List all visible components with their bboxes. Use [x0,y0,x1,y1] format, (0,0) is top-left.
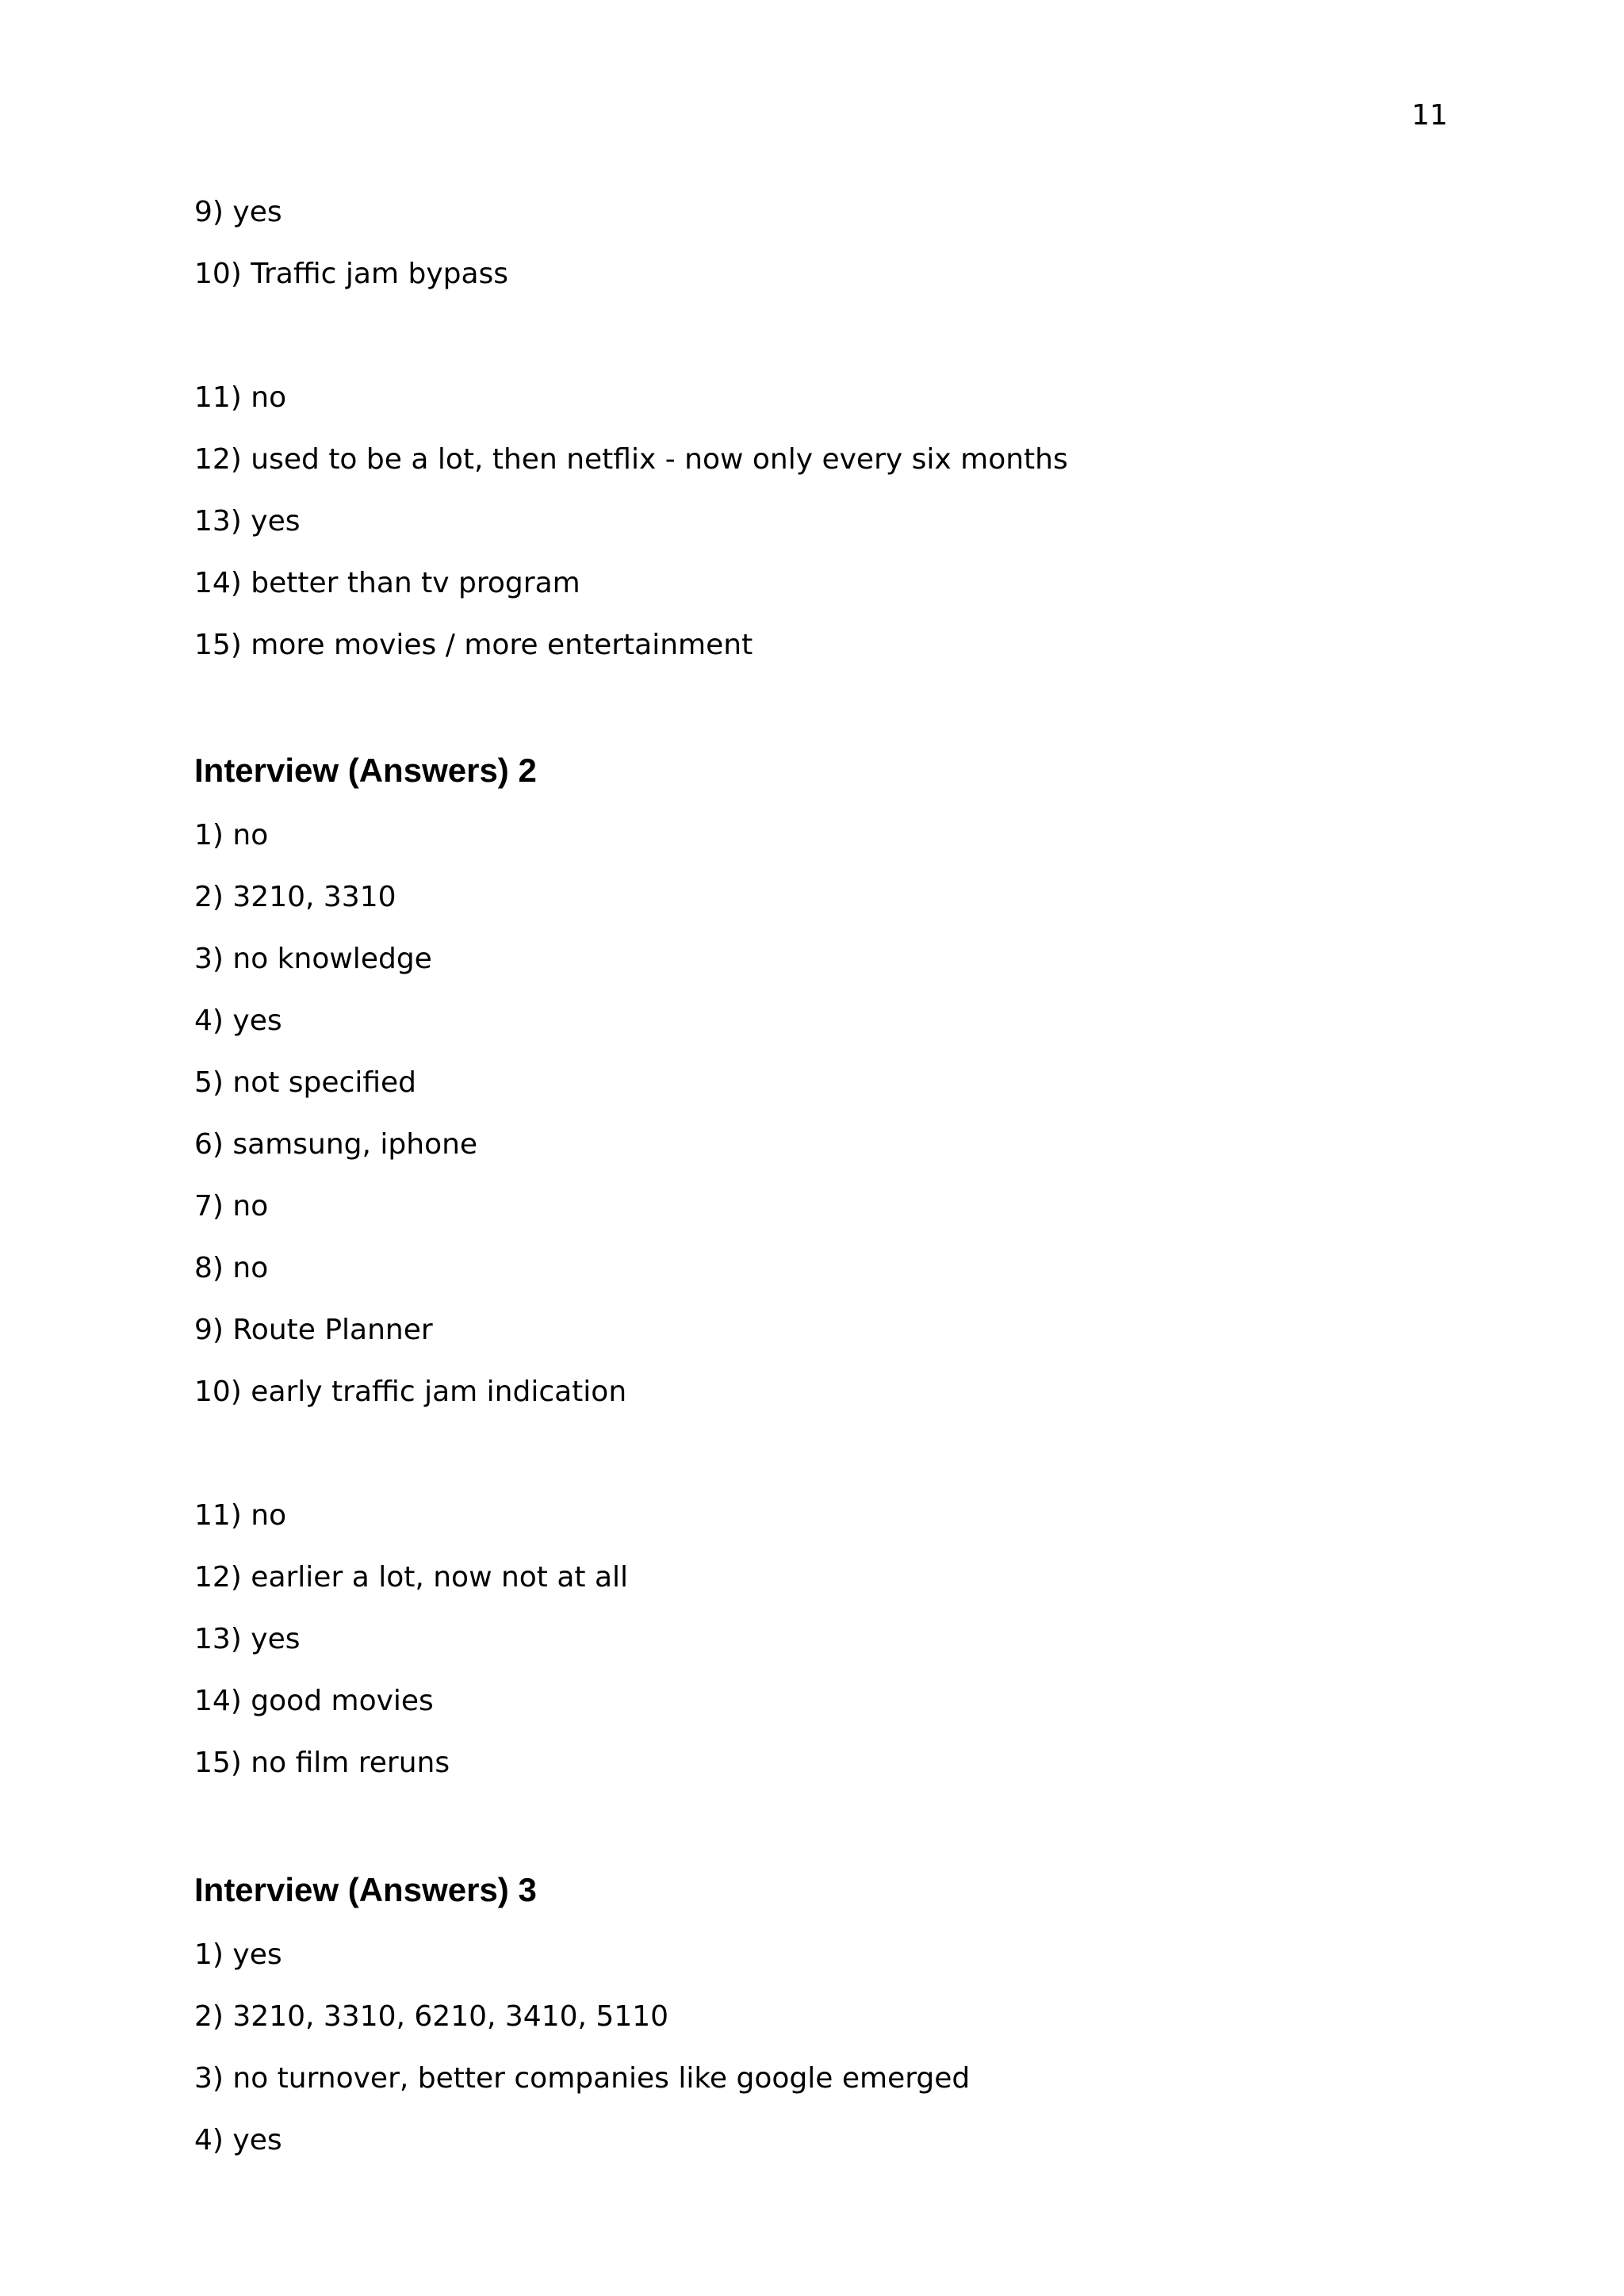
section-heading-interview-2: Interview (Answers) 2 [194,752,537,789]
answer-item: 11) no [194,1499,287,1532]
answer-item: 9) Route Planner [194,1314,433,1346]
answer-item: 14) better than tv program [194,567,580,599]
answer-item: 4) yes [194,1004,282,1037]
answer-item: 7) no [194,1190,269,1223]
answer-item: 10) early traffic jam indication [194,1376,627,1408]
answer-item: 4) yes [194,2124,282,2156]
section-heading-interview-3: Interview (Answers) 3 [194,1871,537,1908]
answer-item: 13) yes [194,1623,301,1655]
answer-item: 12) used to be a lot, then netflix - now only every six months [194,443,1068,476]
answer-item: 15) more movies / more entertainment [194,629,753,661]
answer-item: 12) earlier a lot, now not at all [194,1561,629,1594]
answer-item: 14) good movies [194,1685,434,1717]
answer-item: 9) yes [194,196,282,228]
answer-item: 11) no [194,381,287,414]
answer-item: 2) 3210, 3310 [194,881,396,913]
answer-item: 1) no [194,819,269,851]
answer-item: 8) no [194,1252,269,1284]
page-number: 11 [1411,99,1448,132]
answer-item: 3) no turnover, better companies like google emerged [194,2062,971,2095]
answer-item: 3) no knowledge [194,943,432,975]
answer-item: 13) yes [194,505,301,538]
answer-item: 2) 3210, 3310, 6210, 3410, 5110 [194,2000,669,2033]
answer-item: 6) samsung, iphone [194,1128,478,1161]
answer-item: 5) not specified [194,1066,417,1099]
answer-item: 15) no film reruns [194,1747,450,1779]
answer-item: 1) yes [194,1938,282,1971]
answer-item: 10) Traffic jam bypass [194,258,509,290]
